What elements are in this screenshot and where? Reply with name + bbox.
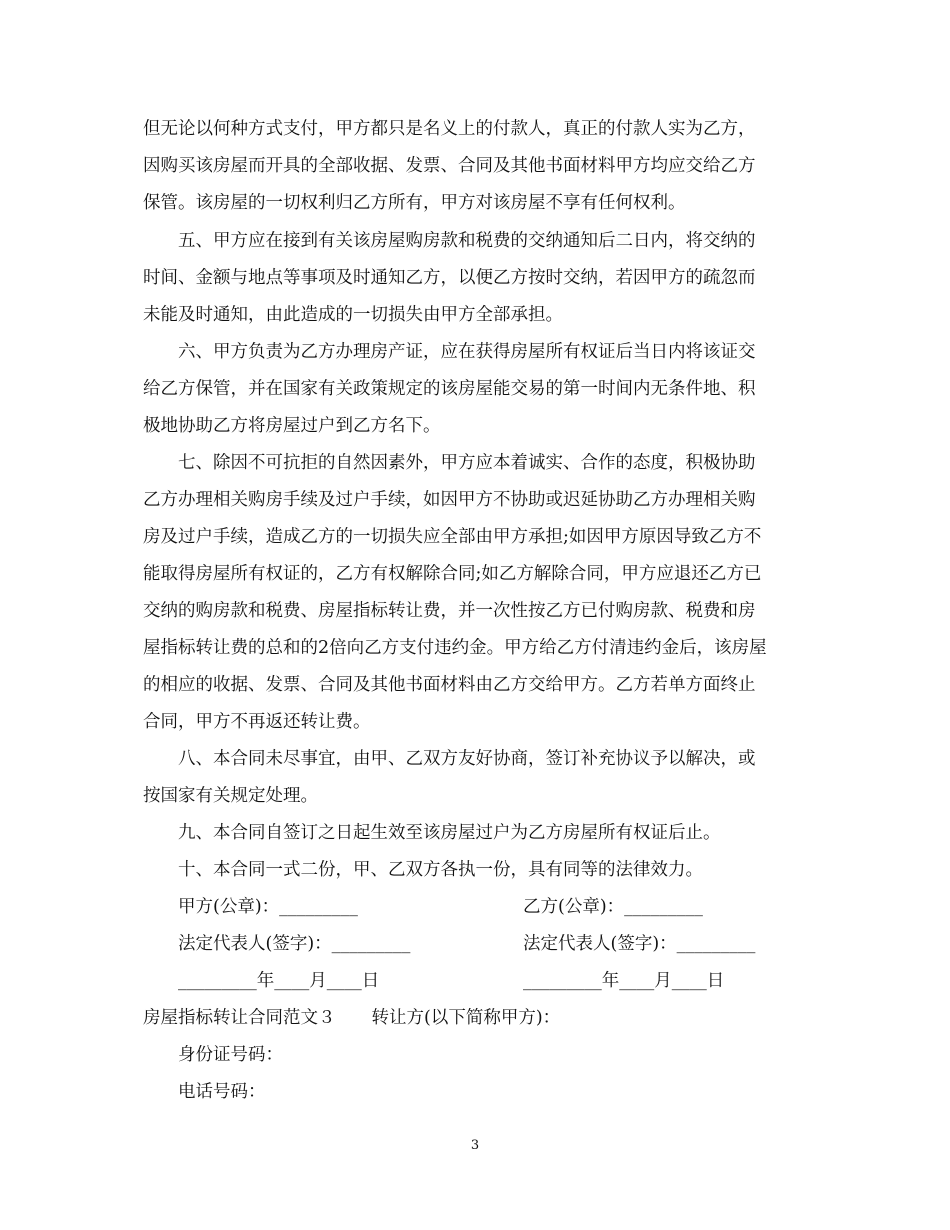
clause-7-line: 屋指标转让费的总和的2倍向乙方支付违约金。甲方给乙方付清违约金后，该房屋: [143, 638, 767, 658]
clause-6-line: 极地协助乙方将房屋过户到乙方名下。: [143, 416, 441, 436]
party-a-representative-field: 法定代表人(签字)：_________: [178, 934, 411, 954]
paragraph-line: 保管。该房屋的一切权利归乙方所有，甲方对该房屋不享有任何权利。: [143, 193, 686, 213]
phone-number-label: 电话号码：: [178, 1082, 266, 1102]
paragraph-line: 因购买该房屋而开具的全部收据、发票、合同及其他书面材料甲方均应交给乙方: [143, 156, 756, 176]
id-number-label: 身份证号码：: [178, 1045, 283, 1065]
clause-7-line: 房及过户手续，造成乙方的一切损失应全部由甲方承担;如因甲方原因导致乙方不: [143, 527, 762, 547]
clause-7-line: 合同，甲方不再返还转让费。: [143, 712, 371, 732]
party-b-representative-field: 法定代表人(签字)：_________: [523, 934, 756, 954]
clause-9-line: 九、本合同自签订之日起生效至该房屋过户为乙方房屋所有权证后止。: [178, 823, 721, 843]
party-b-seal-field: 乙方(公章)：_________: [523, 897, 703, 917]
clause-5-line: 五、甲方应在接到有关该房屋购房款和税费的交纳通知后二日内，将交纳的: [178, 231, 756, 251]
party-a-seal-field: 甲方(公章)：_________: [178, 897, 358, 917]
clause-7-line: 的相应的收据、发票、合同及其他书面材料由乙方交给甲方。乙方若单方面终止: [143, 675, 756, 695]
clause-6-line: 六、甲方负责为乙方办理房产证，应在获得房屋所有权证后当日内将该证交: [178, 342, 756, 362]
clause-8-line: 八、本合同未尽事宜，由甲、乙双方友好协商，签订补充协议予以解决，或: [178, 749, 756, 769]
clause-5-line: 时间、金额与地点等事项及时通知乙方，以便乙方按时交纳，若因甲方的疏忽而: [143, 268, 756, 288]
clause-8-line: 按国家有关规定处理。: [143, 786, 318, 806]
clause-5-line: 未能及时通知，由此造成的一切损失由甲方全部承担。: [143, 305, 563, 325]
clause-10-line: 十、本合同一式二份，甲、乙双方各执一份，具有同等的法律效力。: [178, 860, 703, 880]
next-document-heading: [143, 1007, 560, 1029]
page-number: 3: [470, 1138, 480, 1153]
transferor-label: 转让方(以下简称甲方)：: [371, 1008, 561, 1028]
clause-7-line: 乙方办理相关购房手续及过户手续，如因甲方不协助或迟延协助乙方办理相关购: [143, 490, 756, 510]
clause-7-line: 交纳的购房款和税费、房屋指标转让费，并一次性按乙方已付购房款、税费和房: [143, 601, 756, 621]
clause-7-line: 七、除因不可抗拒的自然因素外，甲方应本着诚实、合作的态度，积极协助: [178, 453, 756, 473]
clause-6-line: 给乙方保管，并在国家有关政策规定的该房屋能交易的第一时间内无条件地、积: [143, 379, 756, 399]
party-a-date-field: _________年____月____日: [178, 971, 380, 991]
party-b-date-field: _________年____月____日: [523, 971, 725, 991]
paragraph-line: 但无论以何种方式支付，甲方都只是名义上的付款人，真正的付款人实为乙方，: [143, 119, 756, 139]
next-document-title: 房屋指标转让合同范文３: [143, 1008, 336, 1028]
clause-7-line: 能取得房屋所有权证的，乙方有权解除合同;如乙方解除合同，甲方应退还乙方已: [143, 564, 762, 584]
